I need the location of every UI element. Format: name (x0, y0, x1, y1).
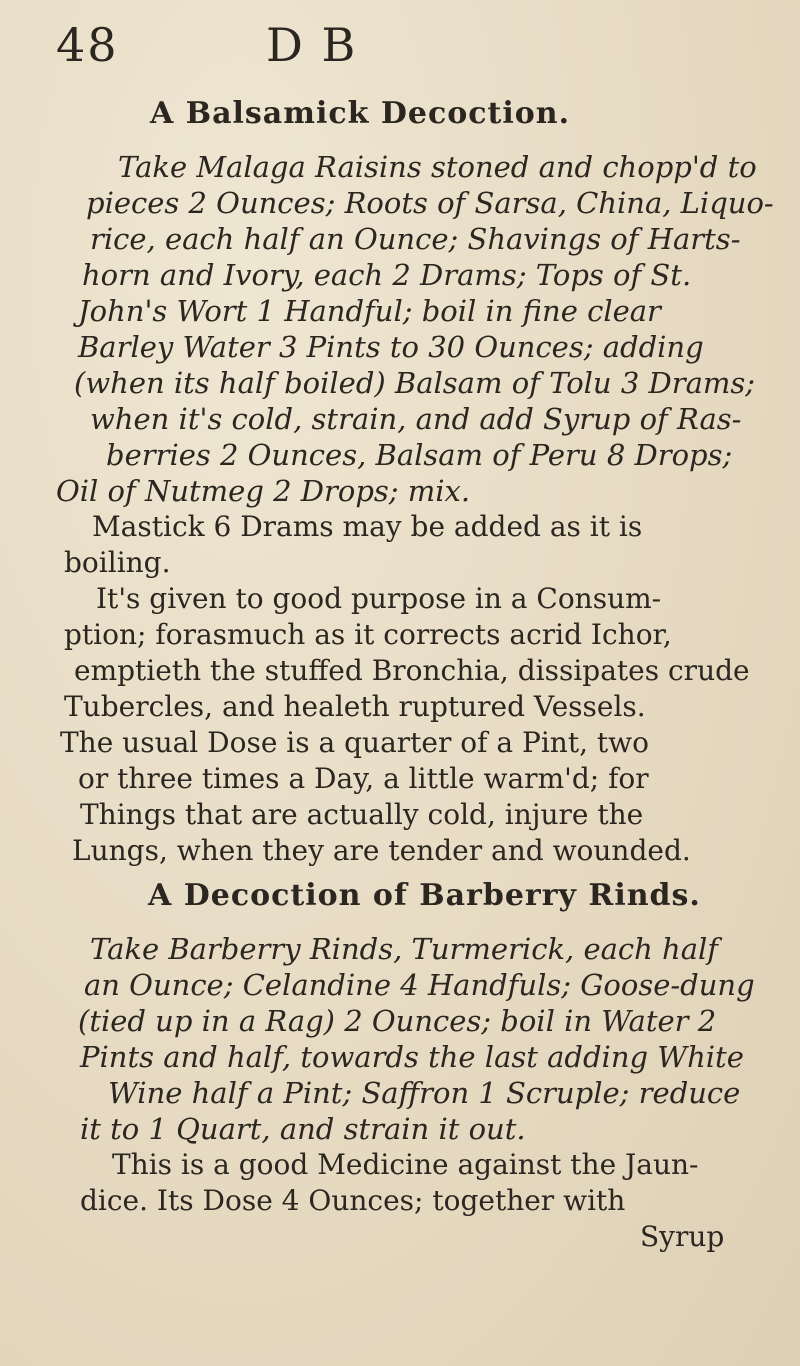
text-line: It's given to good purpose in a Consum- (96, 582, 662, 615)
text-line: emptieth the stuffed Bronchia, dissipates crude (74, 654, 750, 687)
text-line: an Ounce; Celandine 4 Handfuls; Goose-dung (84, 968, 755, 1002)
text-line: ption; forasmuch as it corrects acrid Ichor, (64, 618, 672, 651)
text-line: The usual Dose is a quarter of a Pint, two (60, 726, 649, 759)
section-heading-balsamick-decoction: A Balsamick Decoction. (150, 96, 571, 131)
text-line: Pints and half, towards the last adding White (80, 1040, 744, 1074)
text-line: John's Wort 1 Handful; boil in fine clear (78, 294, 661, 328)
text-line: it to 1 Quart, and strain it out. (80, 1112, 526, 1146)
text-line: (tied up in a Rag) 2 Ounces; boil in Water 2 (78, 1004, 717, 1038)
text-line: Lungs, when they are tender and wounded. (72, 834, 691, 867)
text-line: horn and Ivory, each 2 Drams; Tops of St. (82, 258, 692, 292)
page-number: 48 (56, 18, 119, 72)
text-line: pieces 2 Ounces; Roots of Sarsa, China, Liquo- (86, 186, 774, 220)
text-line: Take Barberry Rinds, Turmerick, each half (90, 932, 719, 966)
text-line: boiling. (64, 546, 171, 579)
text-line: rice, each half an Ounce; Shavings of Harts- (90, 222, 741, 256)
text-line: berries 2 Ounces, Balsam of Peru 8 Drops; (106, 438, 733, 472)
catchword: Syrup (640, 1220, 725, 1253)
text-line: Things that are actually cold, injure the (80, 798, 644, 831)
section-heading-barberry-decoction: A Decoction of Barberry Rinds. (148, 878, 701, 913)
text-line: or three times a Day, a little warm'd; for (78, 762, 649, 795)
signature-mark: D B (266, 18, 358, 72)
text-line: Mastick 6 Drams may be added as it is (92, 510, 643, 543)
text-line: Take Malaga Raisins stoned and chopp'd to (118, 150, 757, 184)
text-line: This is a good Medicine against the Jaun- (112, 1148, 699, 1181)
text-line: when it's cold, strain, and add Syrup of Ras- (90, 402, 742, 436)
text-line: dice. Its Dose 4 Ounces; together with (80, 1184, 626, 1217)
text-line: Barley Water 3 Pints to 30 Ounces; adding (78, 330, 704, 364)
text-line: Tubercles, and healeth ruptured Vessels. (64, 690, 646, 723)
text-line: Oil of Nutmeg 2 Drops; mix. (56, 474, 471, 508)
running-head (56, 18, 556, 78)
text-line: Wine half a Pint; Saffron 1 Scruple; reduce (108, 1076, 741, 1110)
text-line: (when its half boiled) Balsam of Tolu 3 Drams; (74, 366, 756, 400)
